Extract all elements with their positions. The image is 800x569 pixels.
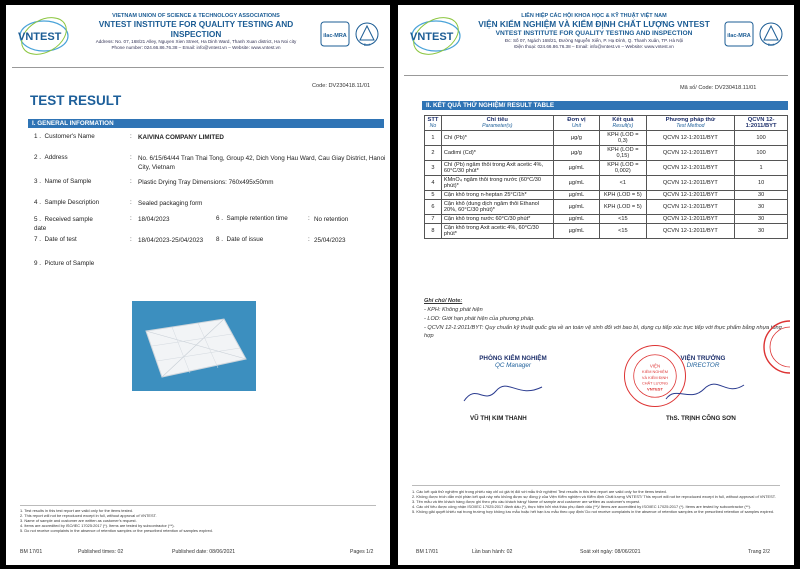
col-result: Kết quả Result(s) [600,116,646,131]
footnote: 2. This report will not be reproduced except in full, without approval of VNTEST. [20,513,157,518]
qc-manager-name: VŨ THỊ KIM THANH [470,415,527,422]
col-method: Phương pháp thử Test Method [646,116,735,131]
footnote-divider [20,505,376,506]
results-table [424,115,788,239]
ilac-mra-badge-icon [724,21,754,47]
page-number: Pages 1/2 [350,549,374,555]
director-title-en: DIRECTOR [686,362,720,369]
header-divider [404,75,788,76]
address-line: Address: No. 07, 168/21 Alley, Nguyen Xien Street, Ha Dinh Ward, Thanh Xuan district, Ha Noi city [95,39,297,44]
field-sample-name: 3 . Name of Sample : Plastic Drying Tray Dimensions: 760x495x50mm [34,178,384,188]
signature-scribble-left-icon [458,379,548,409]
cell-result: KPH (LOD = 0,15) [600,146,646,161]
org-name: LIÊN HIỆP CÁC HỘI KHOA HỌC & KỸ THUẬT VIỆT NAM [521,13,667,19]
report-code: Code: DV230418.11/01 [312,83,371,89]
footnote: 3. Name of sample and customer are written as customer's request. [20,518,137,523]
svg-text:VIỆN: VIỆN [649,363,661,369]
boa-text: BoA [767,43,775,47]
table-row [425,131,788,146]
letterhead-text [80,13,312,51]
field-test-date: 7 . Date of test : 18/04/2023-25/04/2023 [34,236,214,246]
field-retention-time: 6 . Sample retention time : No retention [216,215,386,225]
table-row [425,215,788,224]
institute-name-vn: VIỆN KIỂM NGHIỆM VÀ KIỂM ĐỊNH CHẤT LƯỢNG VNTEST [478,19,710,29]
form-number: BM 17/01 [20,549,43,555]
cell-method: QCVN 12-1:2011/BYT [646,146,735,161]
cell-no: 4 [425,176,442,191]
cell-no: 3 [425,161,442,176]
col-limit: QCVN 12-1:2011/BYT [735,116,788,131]
org-name: VIETNAM UNION OF SCIENCE & TECHNOLOGY ASSOCIATIONS [112,13,280,19]
boa-badge-icon [352,21,382,47]
page-footer [398,549,794,557]
table-header-row [425,116,788,131]
vntest-logo-icon [14,17,78,55]
svg-text:CHẤT LƯỢNG: CHẤT LƯỢNG [641,380,669,386]
sample-name-value: Plastic Drying Tray Dimensions: 760x495x50mm [138,179,274,186]
published-times: Published times: 02 [78,549,124,555]
published-times: Lần ban hành: 02 [472,549,513,555]
page-footer [6,549,390,557]
logo-text: VNTEST [410,31,454,43]
cell-result: KPH (LOD = 0,3) [600,131,646,146]
cell-unit: µg/mL [553,200,599,215]
footnotes [20,508,380,533]
cell-no: 1 [425,131,442,146]
published-date: Published date: 08/06/2021 [172,549,236,555]
svg-text:KIỂM NGHIỆM: KIỂM NGHIỆM [642,369,668,375]
cell-parameter: KMnO₄ ngâm thôi trong nước (60°C/30 phút)* [441,176,553,191]
cell-limit: 1 [735,161,788,176]
ilac-text: ilac-MRA [727,33,751,39]
qc-manager-title-vn: PHÒNG KIỂM NGHIỆM [479,355,547,362]
institute-name-en: VNTEST INSTITUTE FOR QUALITY TESTING AND INSPECTION [495,30,693,37]
logo-text: VNTEST [18,31,62,43]
cell-unit: µg/g [553,146,599,161]
cell-no: 6 [425,200,442,215]
field-customer-name: 1 . Customer's Name : KAIVINA COMPANY LIMITED [34,133,384,143]
table-row [425,176,788,191]
table-row [425,161,788,176]
field-issue-date: 8 . Date of issue : 25/04/2023 [216,236,386,246]
vntest-logo-icon [406,17,470,55]
contact-line: Điện thoại: 024.66.86.76.38 – Email: info@vntest.vn – Website: www.vntest.vn [514,44,674,49]
cell-result: KPH (LOD = 0,002) [600,161,646,176]
page-number: Trang 2/2 [748,549,771,555]
cell-unit: µg/mL [553,161,599,176]
field-picture-label: 9 . Picture of Sample [34,260,95,267]
table-row [425,200,788,215]
cell-result: <1 [600,176,646,191]
cell-method: QCVN 12-1:2011/BYT [646,191,735,200]
cell-parameter: Cặn khô trong nước 60°C/30 phút* [441,215,553,224]
notes-title: Ghi chú/ Note: [424,298,463,304]
cell-method: QCVN 12-1:2011/BYT [646,215,735,224]
section-bar-results: II. KẾT QUẢ THỬ NGHIỆM/ RESULT TABLE [422,101,788,110]
table-row [425,191,788,200]
letterhead [6,11,390,63]
cell-parameter: Cặn khô trong Axit acetic 4%, 60°C/30 phút* [441,224,553,239]
cell-no: 7 [425,215,442,224]
boa-text: BoA [363,43,371,47]
field-sample-description: 4 . Sample Description : Sealed packaging form [34,199,384,209]
svg-text:VNTEST: VNTEST [647,386,663,392]
table-row [425,224,788,239]
published-date: Soát xét ngày: 08/06/2021 [580,549,641,555]
form-number: BM 17/01 [416,549,439,555]
note: - QCVN 12-1:2011/BYT: Quy chuẩn kỹ thuật quốc gia về an toàn vệ sinh đối với bao bì, dụng cụ tiếp xúc trực tiếp với thực phẩm bằng nhựa tổng hợp [424,325,782,339]
address-value: No. 6/15/64/44 Tran Thai Tong, Group 42, Dich Vong Hau Ward, Cau Giay District, Hanoi City, Vietnam [138,155,386,171]
cell-parameter: Cặn khô (dung dịch ngâm thôi Ethanol 20%, 60°C/30 phút)* [441,200,553,215]
page-vietnamese [398,5,794,565]
cell-result: <15 [600,224,646,239]
customer-name-value: KAIVINA COMPANY LIMITED [138,134,224,141]
institute-name: VNTEST INSTITUTE FOR QUALITY TESTING AND INSPECTION [98,19,294,39]
director-name: ThS. TRỊNH CÔNG SƠN [666,415,736,422]
sample-photo [132,301,256,391]
footnote: 5. Do not receive complaints in the absence of retention samples or the prescribed retention of samples expired. [20,528,213,533]
cell-limit: 30 [735,200,788,215]
address-line: Đc: Số 07, Ngách 168/21, Đường Nguyễn Xiển, P. Hạ Đình, Q. Thanh Xuân, TP. Hà Nội [504,38,684,43]
cell-result: <15 [600,215,646,224]
cell-unit: µg/mL [553,224,599,239]
cell-method: QCVN 12-1:2011/BYT [646,131,735,146]
cell-method: QCVN 12-1:2011/BYT [646,200,735,215]
footnotes [412,489,784,514]
letterhead [398,11,794,63]
note: - KPH: Không phát hiện [424,307,483,313]
footnote: 3. Tên mẫu và tên khách hàng được ghi theo yêu cầu khách hàng/ Name of sample and customer are written as customer's request. [412,499,641,504]
svg-text:VÀ KIỂM ĐỊNH: VÀ KIỂM ĐỊNH [641,374,669,380]
contact-line: Phone number: 024.66.86.76.38 – Email: info@vntest.vn – Website: www.vntest.vn [111,45,281,50]
section-bar-general: I. GENERAL INFORMATION [28,119,384,128]
cell-unit: µg/mL [553,191,599,200]
page-english [6,5,390,565]
cell-method: QCVN 12-1:2011/BYT [646,161,735,176]
footnote: 1. Các kết quả thử nghiệm ghi trong phiếu này chỉ có giá trị đối với mẫu thử nghiệm/ Test results in this test report are valid only for the items tested. [412,489,667,494]
cell-method: QCVN 12-1:2011/BYT [646,176,735,191]
director-title-vn: VIỆN TRƯỞNG [680,355,726,362]
cell-result: KPH (LOD = 5) [600,191,646,200]
cell-unit: µg/mL [553,176,599,191]
ilac-text: ilac-MRA [323,33,347,39]
cell-no: 2 [425,146,442,161]
report-code: Mã số/ Code: DV230418.11/01 [680,85,757,91]
page-title: TEST RESULT [30,93,122,108]
header-divider [12,67,384,68]
cell-method: QCVN 12-1:2011/BYT [646,224,735,239]
field-received-date: 5 . Received sample date : 18/04/2023 [34,215,214,235]
sample-description-value: Sealed packaging form [138,200,203,207]
cell-unit: µg/g [553,131,599,146]
boa-badge-icon [756,21,786,47]
cell-limit: 100 [735,146,788,161]
cell-result: KPH (LOD = 5) [600,200,646,215]
col-parameter: Chỉ tiêu Parameter(s) [441,116,553,131]
footnote-divider [412,485,780,486]
col-no: STT No [425,116,442,131]
qc-manager-title-en: QC Manager [494,362,532,369]
issue-date-value: 25/04/2023 [314,237,346,244]
footnote: 4. Các chỉ tiêu được công nhận ISO/IEC 17025:2017 đánh dấu (*), thực hiện bởi nhà thầu phụ đánh dấu (**)/ Items are accredited by ISO/IEC 17025:2017 (*). Items are tested by subcontractor (**). [412,504,752,509]
cell-limit: 30 [735,191,788,200]
field-address: 2 . Address : No. 6/15/64/44 Tran Thai Tong, Group 42, Dich Vong Hau Ward, Cau Giay District, Hanoi City, Vietnam [34,154,384,174]
cell-limit: 10 [735,176,788,191]
note: - LOD: Giới hạn phát hiện của phương pháp. [424,316,535,322]
cell-parameter: Cặn khô trong n-heptan 25°C/1h* [441,191,553,200]
received-date-value: 18/04/2023 [138,216,170,223]
footnote: 5. Không giải quyết khiếu nại trong trường hợp không lưu mẫu hoặc hết hạn lưu mẫu theo quy định/ Do not receive complaints in the absence of retention samples or the prescribed retention of samples expired. [412,509,774,514]
cell-no: 8 [425,224,442,239]
cell-limit: 30 [735,215,788,224]
test-date-value: 18/04/2023-25/04/2023 [138,237,204,244]
seam-stamp-icon [760,319,790,375]
cell-unit: µg/mL [553,215,599,224]
ilac-mra-badge-icon [320,21,350,47]
cell-parameter: Chì (Pb)* [441,131,553,146]
footnote: 1. Test results in this test report are valid only for the items tested. [20,508,134,513]
notes-block [424,297,784,340]
plastic-tray-image-icon [132,301,256,391]
cell-no: 5 [425,191,442,200]
cell-parameter: Cadimi (Cd)* [441,146,553,161]
signature-scribble-right-icon [660,379,750,409]
letterhead-text [472,13,716,50]
signature-qc-manager [458,355,568,369]
cell-parameter: Chì (Pb) ngâm thôi trong Axit acetic 4%, 60°C/30 phút* [441,161,553,176]
retention-time-value: No retention [314,216,349,223]
cell-limit: 100 [735,131,788,146]
footnote: 4. Items are accredited by ISO/IEC 17025:2017 (*). Items are tested by subcontractor (**). [20,523,175,528]
col-unit: Đơn vị Unit [553,116,599,131]
cell-limit: 30 [735,224,788,239]
footnote: 2. Không được trích dẫn một phần kết quả này nếu không được sự đồng ý của Viện Kiểm nghiệm và Kiểm định Chất lượng VNTEST/ This report will not be reproduced except in full, without approval of VNTEST. [412,494,776,499]
table-row [425,146,788,161]
